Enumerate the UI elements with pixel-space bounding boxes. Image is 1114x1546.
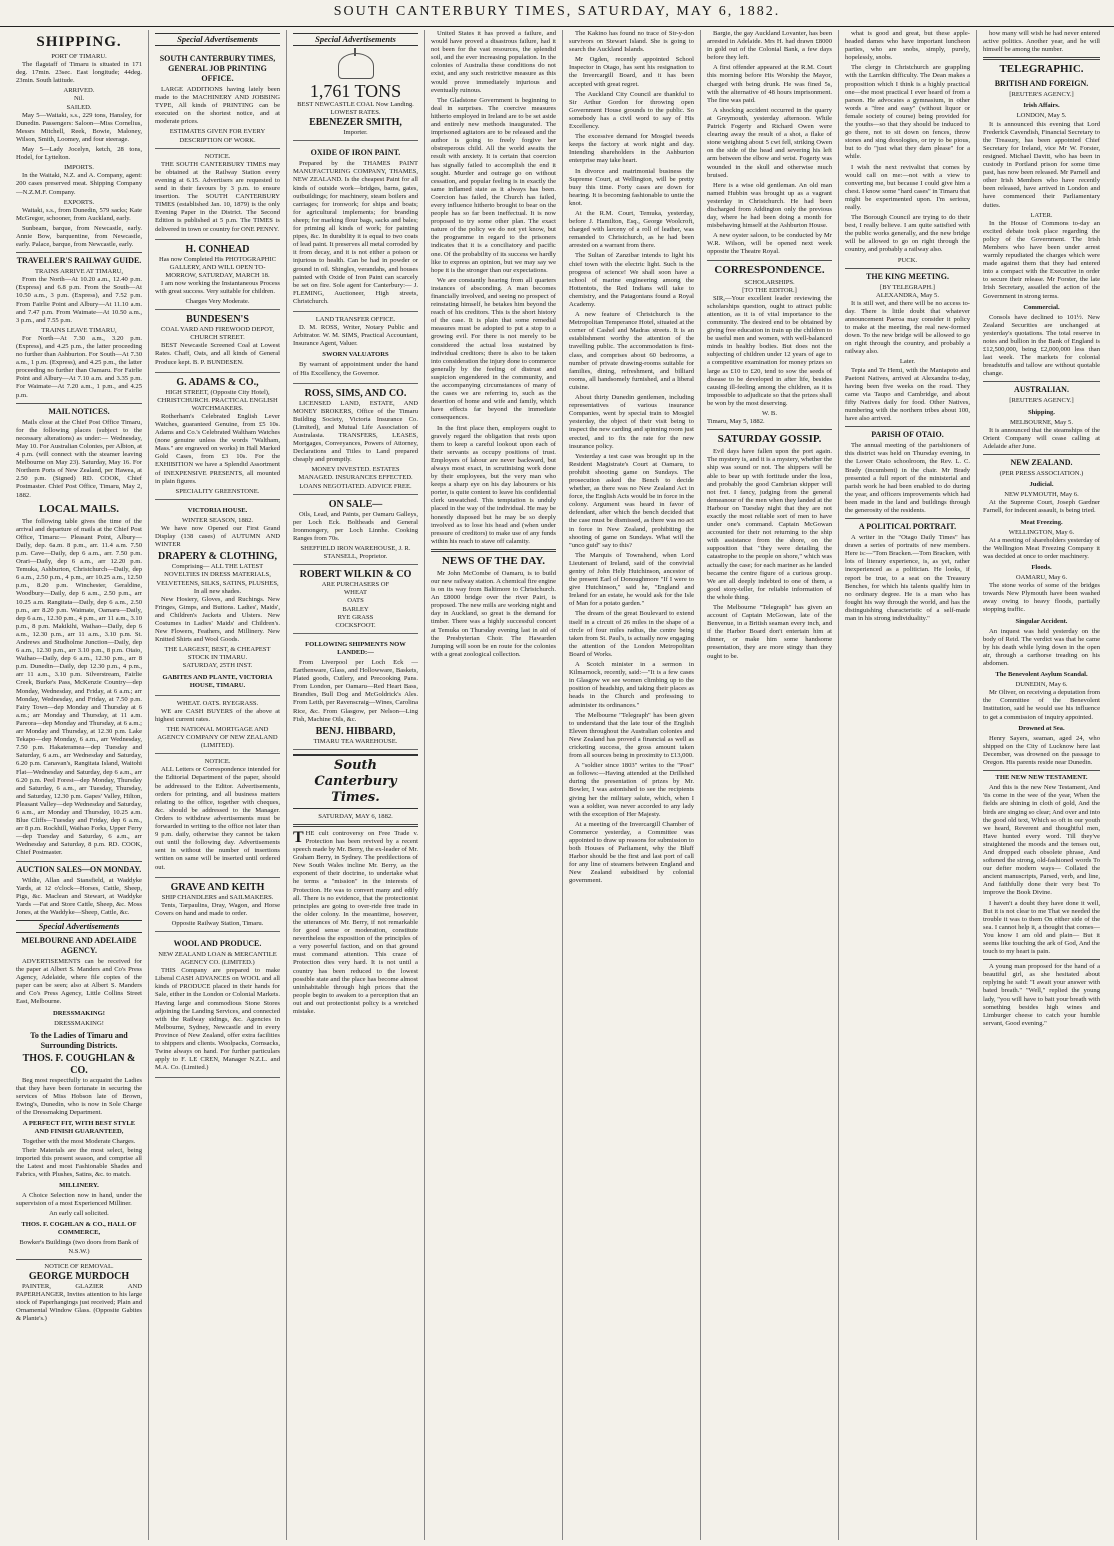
column-6 (700, 30, 838, 1540)
land-transfer-ad (293, 314, 418, 384)
railway-guide-title: TRAVELLER'S RAILWAY GUIDE. (16, 256, 142, 266)
wool-produce-ad (155, 934, 280, 1078)
grave-keith-ad (155, 880, 280, 932)
estimates-text: ESTIMATES GIVEN FOR EVERY DESCRIPTION OF WORK. (169, 128, 266, 144)
port-label: PORT OF TIMARU. (51, 53, 107, 60)
column-2 (148, 30, 286, 1540)
hibbard-name: BENJ. HIBBARD, (315, 725, 396, 737)
news-item-2: Mr Ogden, recently appointed School Inspector in Otago, has sent his resignation to the Invercargill Board, and it has been accepted with great regret. (569, 56, 694, 88)
portrait-text: A writer in the "Otago Daily Times" has drawn a series of portraits of new members. Here is:—"Tom Bracken.—Tom Bracken, with lots of literary experience, is, as yet, rather inexperienced as a politician. He looks, if report be true, to a seat on the Treasury Benches, for which his talents qualify him in no ordinary degree. He is a man who has fought his way through the world, and has the distinguishing characteristic of a self-made man in his strong individuality." (845, 534, 970, 622)
news-item-17: Bargie, the gay Auckland Lovanter, has been arrested in Adelaide. Mrs H. had drawn £8000 in gold out of the Colonial Bank, a few days before they left. (707, 30, 832, 62)
drapery-text: New Hosiery, Gloves, and Ruchings. New Fringes, Gimps, and Buttons. Ladies', Maids', and Children's Jackets and Ulsters. New Costumes in Ladies' Maids' and Children's. New Flowers, Feathers, and Millinery. New Knitted Shirts and Wool Goods. (155, 595, 280, 644)
ross-sims-text: LICENSED LAND, ESTATE, AND MONEY BROKERS, Office of the Timaru Building Society, Victoria Insurance Co. (Limited), and Mutual Life Association of Australasia. TRANSFERS, LEASES, Mortgages, Conveyances, Powers of Attorney, Declarations and Titles to Land prepared cheaply and promptly. (293, 399, 418, 464)
perfect-fit-text: Their Materials are the most select, being imported this present season, and comprise all the Latest and most Fashionable Shades and Fabrics, with Plushes, Satins, &c. to match. (16, 1146, 142, 1178)
melbourne-agency-text: ADVERTISEMENTS can be received for the paper at Albert S. Manders and Co's Press Agency, Adelaide, where file copies of the paper can be seen; also at Albert S. Manders and Co's Press Agency, Little Collins Street East, Melbourne. (16, 958, 142, 1006)
following-shipments-text: From Liverpool per Loch Eck — Earthenware, Glass, and Hollowware, Baskets, Plated goods, Cutlery, and Precooking Pans. From London, per Oamaru—Red Heart Bass, Brandies, Bull Dog and McGoldrick's Ales. From Leith, per Ravenscraig—Wines, Carolina Rice, &c. From Glasgow, per Nelson—Ling Fish, Machine Oils, &c. (293, 658, 418, 723)
sailed-text: May 5—Waitaki, s.s., 229 tons, Hansley, for Dunedin. Passengers: Saloon—Miss Cornelius, Messrs Mitchell, Reek, Bowie, Maloney, Wilson, Smith, Loomey, and four steerage. (16, 111, 142, 143)
king-meeting-later: Later. (899, 358, 916, 366)
press-association: (PER PRESS ASSOCIATION.) (999, 470, 1084, 478)
irish-text: It is announced this evening that Lord Frederick Cavendish, Financial Secretary to the Treasury, has been appointed Chief Secretary for Ireland, vice Mr W. Forster, resigned. Michael Davitt, who has been in custody in Portland prison for some time past, has now been released. Mr Parnell and other Irish Members who have recently been released, have arrived in London and have commenced their Parliamentary duties. (983, 120, 1100, 209)
victoria-house-title: VICTORIA HOUSE. (187, 506, 248, 514)
grave-keith-name: GRAVE AND KEITH (170, 881, 265, 893)
news-item-10: Yesterday a test case was brought up in the Resident Magistrate's Court at Oamaru, to prohibit shooting game on Sundays. The prosecution asked the Bench to decide whether, as there was no New Zealand Act in force, the English Acts would be in force in the colony. Argument was heard in favor of defendant, after which the bench decided that the case must be dismissed, as there was no act in force in New Zealand, prohibiting the shooting of game on Sundays. What will the "unco guid" say to this? (569, 452, 694, 549)
adams-name: G. ADAMS & CO., (176, 376, 259, 388)
newspaper-nameplate: South Canterbury Times. (293, 754, 418, 809)
news-item-21: A new oyster saloon, to be conducted by Mr W.R. Wilson, will be opened next week opposite the Theatre Royal. (707, 232, 832, 256)
news-item-16: At a meeting of the Invercargill Chamber of Commerce yesterday, a Committee was appointed to draw up reasons for submission to both Houses of Parliament, why the Bluff Harbor should be the first and last port of call for any line of steamers between England and New Zealand subsidised by colonial government. (569, 820, 694, 885)
news-item-11: The Marquis of Townshend, when Lord Lieutenant of Ireland, said of the convivial gentry of John Hely Hutchinson, ancestor of the present Earl of Donoughmore "If I were to give Hutchinson," said he, "England and Ireland for an estate, he would ask for the Isle of Man for a potato garden." (569, 551, 694, 608)
news-item-14: The Melbourne "Telegraph" has been given to understand that the late tour of the English Eleven throughout the Australian colonies and New Zealand has proved a financial as well as cricketing success, the gross amount taken from all sources being in proximity to £13,000. (569, 711, 694, 760)
testament-title: THE NEW NEW TESTAMENT. (995, 774, 1088, 782)
grave-keith-text: SHIP CHANDLERS and SAILMAKERS. (161, 893, 274, 901)
bundesen-text: BEST Newcastle Screened Coal at Lowest Rates. Chaff, Oats, and all kinds of General Produce kept. B. P. BUNDESEN. (155, 342, 280, 366)
accident-text: An inquest was held yesterday on the body of Reid. The verdict was that he came by his death while lying down in the open air, through a carthorse treading on his abdomen. (983, 627, 1100, 667)
portrait-text-2: how many will wish he had never entered active politics. Another year, and he will himself be among the number. (983, 30, 1100, 54)
job-printing-title: SOUTH CANTERBURY TIMES, GENERAL JOB PRINTING OFFICE. (159, 54, 276, 83)
imports-label: IMPORTS. (64, 164, 94, 172)
later-label: LATER. (1030, 211, 1053, 219)
divider (983, 959, 1100, 960)
meat-freezing-title: Meat Freezing. (1020, 518, 1063, 526)
divider (707, 260, 832, 261)
australian-reuter: [REUTER'S AGENCY.] (1009, 397, 1074, 405)
purchasers-label: ARE PURCHASERS OF (321, 581, 390, 589)
to-editor-label: [TO THE EDITOR.] (742, 286, 797, 294)
news-item-15: A "soldier since 1803" writes to the "Post" as follows:—Having attended at the Drillshed during the presentation of prizes by Mr. Bowler, I was astonished to see the recipients giving her the military salute, which, when I was a soldier, was never accorded to any lady with the exception of Her Majesty. (569, 762, 694, 818)
barley-item: BARLEY (342, 605, 369, 613)
nma-company: THE NATIONAL MORTGAGE AND AGENCY COMPANY OF NEW ZEALAND (LIMITED). (157, 726, 278, 750)
divider (983, 381, 1100, 382)
adams-sub: HIGH STREET, (Opposite City Hotel), CHRISTCHURCH. PRACTICAL ENGLISH WATCHMAKERS. (157, 388, 278, 412)
wheat-oats-text: WE are CASH BUYERS of the above at highest current rates. (155, 707, 280, 723)
adams-ad (155, 375, 280, 500)
coal-ad (293, 49, 418, 141)
bundesen-title: BUNDESEN'S (186, 314, 249, 326)
ship-icon (338, 53, 374, 79)
parish-text: The annual meeting of the parishioners of this district was held on Thursday evening, in the Lower Otaio schoolroom, the Rev. L. C. Brady (incumbent) in the chair. Mr Brady presented a full report of the ministerial and parish work he had been enabled to do during the year, and officers improvements which had been made in the land and buildings through the generosity of the residents. (845, 442, 970, 514)
column-7 (838, 30, 976, 1540)
special-ads-band: Special Advertisements (155, 33, 280, 46)
conhead-text: Has now Completed His PHOTOGRAPHIC GALLERY, AND WILL OPEN TO-MORROW, SATURDAY, MARCH 18. (158, 255, 277, 279)
sheffield-warehouse: SHEFFIELD IRON WAREHOUSE, J. R. STANSELL, Proprietor. (300, 545, 411, 561)
gossip-title: SATURDAY GOSSIP. (717, 433, 822, 446)
conhead-text-2: I am now working the Instantaneous Process with great success. Very suitable for children. (155, 279, 280, 295)
correspondence-signature: W. B. (762, 410, 777, 418)
on-sale-title: ON SALE— (328, 498, 383, 510)
exports-label: EXPORTS. (63, 198, 95, 206)
divider (16, 1259, 142, 1260)
cocksfoot-item: COCKSFOOT. (335, 621, 376, 629)
australian-title: AUSTRALIAN. (1014, 385, 1069, 395)
drapery-sub: Comprising— ALL THE LATEST NOVELTIES IN DRESS MATERIALS, VELVETEENS, SILKS, SATINS, PLUSHES, In all new shades. (156, 563, 279, 595)
column-3 (286, 30, 424, 1540)
editorial-text: HE cult controversy on Free Trade v. Protection has been revived by a recent speech made by Mr. Berry, the ex-leader of Mr. Graham Berry, in Sydney. The predilections of New South Wales incline Mr. Berry, as the exponent of their doctrine, to undertake what he terms a "mission" in the interests of Protection. He was to convert many and edify all. There is no evidence, that the protectionist principles are going to over-ride free trade in the older colony. In the meantime, however, the utterances of Mr. Berry, if not remarkable for good sense or moderation, constitute nevertheless the exposition of the principles of a very powerful faction, and on that ground must command attention. This craze of Protection dies very hard. It is not until a country has been reduced to the lowest possible state and the place has become almost uninhabitable through high prices that the people begin to awaken to a perception that an out and out protectionist policy is a wretched mistake. (293, 829, 418, 1015)
news-item-7: The Sultan of Zanzibar intends to light his chief town with the electric light. Such is the progress of science! We shall soon have a school of marine engineering among the Hottentots, the Red Indians will take to chemistry, and the Patagonians found a Royal Academy. (569, 252, 694, 308)
trains-leave-title: TRAINS LEAVE TIMARU, (41, 326, 117, 334)
on-sale-text: Oils, Lead, and Paints, per Oamaru Galleys, per Loch Eck. Boltheads and General Ironmongery, per Loch Linnhe. Cooking Ranges from 70s. (293, 510, 418, 542)
parish-title: PARISH OF OTAIO. (871, 430, 944, 440)
times-notice-ad (155, 151, 280, 240)
largest-stock: THE LARGEST, BEST, & CHEAPEST STOCK IN TIMARU. (164, 646, 271, 662)
trains-arrive-title: TRAINS ARRIVE AT TIMARU, (34, 268, 124, 276)
judicial-text: At the Supreme Court, Joseph Gardner Farnell, for indecent assault, is being tried. (983, 499, 1100, 515)
news-item-8: A new feature of Christchurch is the Metropolitan Temperance Hotel, situated at the corner of Cashel and Madras streets. It is an establishment worthy the attention of the travelling public. The accommodation is first-class, and comprises about 60 bedrooms, a number of private drawing-rooms suitable for families, dining, refreshment, and billiard rooms, all handsomely furnished, and a liberal cuisine. (569, 311, 694, 391)
coal-text: BEST NEWCASTLE COAL Now Landing. (297, 101, 414, 108)
drowned-title: Drowned at Sea. (1018, 724, 1065, 732)
columns (10, 30, 1106, 1540)
oxide-title: OXIDE OF IRON PAINT. (310, 148, 401, 158)
british-foreign-title: BRITISH AND FOREIGN. (994, 79, 1089, 89)
benevolent-title: The Benevolent Asylum Scandal. (995, 671, 1088, 679)
king-meeting-dateline: ALEXANDRA, May 5. (875, 291, 939, 299)
gossip-text-6: The Borough Council are trying to do their best, I really believe. I am quite satisfied with the public works generally, and the new bridge will be allowed to go on right through the country, and probably a railway also. (845, 214, 970, 254)
arrived-text: Nil. (73, 95, 85, 103)
rye-grass-item: RYE GRASS (337, 613, 374, 621)
telegraphic-title: TELEGRAPHIC. (999, 63, 1084, 76)
divider (431, 549, 556, 552)
conhead-name: H. CONHEAD (185, 243, 250, 255)
coughlan-text: Beg most respectfully to acquaint the Ladies that they have been fortunate in securing the services of Miss Hobson late of Brown, Ewing's, Dunedin, who is now in Sole Charge of the Dressmaking Department. (16, 1076, 142, 1117)
auction-title: AUCTION SALES—ON MONDAY. (16, 864, 142, 874)
mail-notices-text: Mails close at the Chief Post Office Timaru, for the following places (subject to the necessary alterations) as under:— Wednesday, May 10. For Australian Colonies, per Albion, at 4 p.m. (will connect with the steamer leaving Melbourne on May 23). Saturday, May 16. For Northern Ports of New Zealand, per Hawea, at 2.50 p.m. (Signed) RD. COOK, Chief Postmaster. Chief Post Office, Timaru, May 2, 1882. (16, 418, 143, 499)
shipments-ad (293, 636, 418, 750)
wilkin-ad (293, 567, 418, 634)
sailed-label: SAILED. (66, 103, 92, 111)
news-item-18: A first offender appeared at the R.M. Court this morning before His Worship the Mayor, charged with being drunk. He was fined 5s, with the alternative of 48 hours imprisonment. The fine was paid. (707, 64, 832, 104)
gossip-text-5: I wish the next revivalist that comes by would call on me:—not with a view to converting me, but because I could give him a chest. I know some "hard cases" in Timaru that might be experimented upon. I'm serious, really. (845, 163, 970, 211)
news-item-3: The Auckland City Council are thankful to Sir Arthur Gordon for throwing open Government House grounds to the public. So somebody has a civil word to say of His Excellency. (569, 90, 694, 131)
local-mails-title: LOCAL MAILS. (38, 502, 120, 515)
importer-label: Importer. (343, 129, 368, 137)
news-item-6: At the R.M. Court, Temuka, yesterday, before J. Hamilton, Esq., George Woolcroft, charged with larceny of a roll of leather, was remanded to Christchurch, as he had been arrested on a warrant from there. (569, 209, 694, 250)
column-1 (10, 30, 148, 1540)
divider (983, 454, 1100, 455)
commercial-text: Consols have declined to 101½. New Zealand Securities are unchanged at yesterday's quotations. The total reserve in notes and bullion in the Bank of England is £12,500,000, being £2,000,000 less than last week. The markets for colonial breadstuffs and tallow are without quotable change. (983, 313, 1100, 378)
job-printing-ad (155, 49, 280, 149)
judicial-dateline: NEW PLYMOUTH, May 6. (1004, 491, 1079, 499)
notice2-text: ALL Letters or Correspondence intended for the Editorial Department of the paper, should be addressed to the Editor. Advertisements, orders for printing, and all business matters relating to the office, together with cheques, &c. should be addressed to the Manager. Orders to withdraw advertisements must be forwarded in writing to the office not later than 9 p.m. daily, otherwise they cannot be taken out until the following day. Advertisements sent in without the number of insertions written on same will be inserted until ordered out. (155, 766, 280, 871)
divider (845, 268, 970, 269)
sworn-valuators: SWORN VALUATORS (322, 351, 389, 359)
winter-text: We have now Opened our First Grand Display (138 cases) of AUTUMN AND WINTER (155, 525, 280, 549)
perfect-fit: A PERFECT FIT, WITH BEST STYLE AND FINISH GUARANTEED, (22, 1120, 136, 1136)
special-ads-band: Special Advertisements (16, 920, 142, 933)
gossip-signature: PUCK. (897, 256, 918, 264)
editorial-leader (293, 830, 418, 1016)
meat-text: At a meeting of shareholders yesterday of the Wellington Meat Freezing Company it was decided at once to order machinery. (983, 536, 1100, 560)
millinery-text: A Choice Selection now in hand, under the supervision of a most Experienced Milliner. (16, 1191, 142, 1208)
news-of-day-title: NEWS OF THE DAY. (441, 554, 546, 567)
editorial-text-2: The Gladstone Government is beginning to deal in surprises. The coercive measures hitherto employed in Ireland are to be set aside and entirely new methods inaugurated. The imprisoned agitators are to be released and the author is going to freely forgive her obstreperous child. All the world awaits the result with anxiety. It is certain that coercion has signally failed to accomplish the end it sought. Murder and outrage go on without cessation, and popular feeling is in exactly the same inflamed state as it always has been. Coercion has failed, the Church has failed, every influence hitherto brought to bear on the people has so far been ineffectual. It is now proposed to try some other plan. The exact nature of the policy we do not yet know, but the programme in regard to the prisoners indicates that it is a conciliatory and pacific one. Of the probability of its success we hardly like to express an opinion, but we may say we hope it is the stronger than our expectations. (431, 96, 556, 274)
floods-text: The stone works of some of the bridges towards New Plymouth have been washed away owing to heavy floods, partially stopping traffic. (983, 582, 1100, 614)
floods-title: Floods. (1031, 563, 1052, 571)
exports-text-2: Sunbeam, barque, from Newcastle, early. Annie Bow, barquentine, from Newcastle, early. Palace, barque, from Newcastle, early. (16, 224, 142, 249)
king-meeting-sub: [BY TELEGRAPH.] (880, 283, 935, 291)
arrived-label: ARRIVED. (63, 87, 95, 95)
drowned-text: Henry Sayers, seaman, aged 24, who shipped on the City of Lucknow here last December, was drowned on the passage to Oregon. His parents reside near Dunedin. (983, 734, 1100, 767)
dressmaking-label: DRESSMAKING! (52, 1009, 106, 1017)
hall-address: Bowker's Buildings (two doors from Bank of N.S.W.) (19, 1239, 139, 1255)
king-meeting-text: It is still wet, and there will be no access to-day. There is little doubt that whatever announcement Paeroa may consider it policy to make at the meeting, the real new-formed down. To the new bridge will be allowed to go on right through the country, and probably a railway also. (845, 299, 970, 356)
closing-anecdote: A young man proposed for the hand of a beautiful girl, as she hesitated about replying he said: "I await your answer with bated breath." "Well," replied the young lady, "you will have to bait your breath with something besides high wines and Limburger cheese to catch your humble servant, Good evening." (983, 963, 1100, 1027)
new-zealand-title: NEW ZEALAND. (1010, 458, 1073, 468)
perfect-fit-sub: Together with the most Moderate Charges. (22, 1138, 136, 1146)
poem-text: And this is the new New Testament, And 'tis come in the wee of the year, When the fields are shining in cloth of gold, And the birds are singing so clear; And over and into the good old text, Which so oft in our youth we heard, Reverent and thoughtful men, Have hunted every word. Till they've straightened the moods and the tenses out, And dropped each obsolete phrase, And softened the strong, old-fashioned words To our defter modern ways— Collated the ancient manuscripts, Parsed, verb, and line, And faithfully done their very best To improve the Book Divine. (983, 784, 1100, 897)
reuter-label: [REUTER'S AGENCY.] (1009, 91, 1074, 99)
murdoch-text: PAINTER, GLAZIER AND PAPERHANGER, Invites attention to his large stock of Paperhangings just received; Plain and Ornamental Window Glass. (Opposite Gabites & Plante's.) (16, 1282, 142, 1323)
news-item-13: A Scotch minister in a sermon in Kilmarnock, recently, said:—"It is a few cases in Glasgow we see women climbing up to the position of headship, and taking their places as heads in the Church and professing to administer its ordinances." (569, 661, 694, 709)
king-meeting-title: THE KING MEETING. (866, 271, 949, 281)
news-item-5: In divorce and matrimonial business the Supreme Court, at Wellington, will be pretty busy this time. Forty cases are down for hearing. It is becoming fashionable to untie the knot. (569, 167, 694, 207)
wilkin-name: ROBERT WILKIN & CO (299, 569, 412, 581)
nzlma-title: NEW ZEALAND LOAN & MERCANTILE AGENCY CO. (LIMITED.) (158, 950, 277, 967)
hall-of-commerce: THOS. F. COGHLAN & CO., HALL OF COMMERCE, (21, 1221, 137, 1237)
oxide-text: Prepared by the THAMES PAINT MANUFACTURING COMPANY, THAMES, NEW ZEALAND. Is the cheapest Paint for all kinds of outside work—bridges, barns, gates, outbuildings; for machinery, steam boilers and carriages; for ironwork; for ships and boats; for agricultural implements; for branding sheep; for marking flour bags, sacks and bales; for priming all kinds of work; for painting pipes, &c. In durability it is equal to two coats of lead paint. It preserves all metal corroded by it from decay, and it is not either a poison or injurious to health. Can be had in powder or ground in oil. Shingles, verandahs, and houses painted with Oxide of Iron Paint can scarcely be set on fire. Sole agent for Canterbury:— J. FLEMING, Auctioneer, High streets, Christchurch. (293, 160, 418, 305)
editorial-date: SATURDAY, MAY 6, 1882. (318, 812, 393, 820)
tons-figure: 1,761 TONS (309, 81, 402, 101)
divider (845, 426, 970, 427)
money-invested: MONEY INVESTED. ESTATES MANAGED. INSURANCES EFFECTED. LOANS NEGOTIATED. ADVICE FREE. (298, 466, 413, 490)
hibbard-sub: TIMARU TEA WAREHOUSE. (313, 737, 398, 745)
column-8 (976, 30, 1106, 1540)
commercial-title: Commercial. (1023, 303, 1060, 311)
editorial-notice-ad (155, 756, 280, 877)
lowest-rates: LOWEST RATES. (330, 109, 381, 117)
king-meeting-text-2: Tepia and Te Hemi, with the Maniapoto and Paetoni Natives, arrived at Alexandra to-day, having been five weeks on the road. They came via Taupo and Cambridge, and about fifty Natives daily for food. Other Natives, numbering with the northern tribes about 100, have also arrived. (845, 366, 970, 423)
ross-sims-ad (293, 386, 418, 495)
floods-dateline: OAMARU, May 6. (1015, 574, 1068, 582)
meat-dateline: WELLINGTON, May 6. (1008, 528, 1075, 536)
news-item-19: A shocking accident occurred in the quarry at Greymouth, yesterday afternoon. While Patrick Fogerty and Richard Owen were clearing away the result of a shot, a flake of stone weighing about 5 cwt fell, striking Owen on the side of the head and severing his left arm between the elbow and wrist. Fogerty was wounded in the skull and otherwise much bruised. (707, 106, 832, 179)
on-sale-ad (293, 497, 418, 566)
irish-dateline: LONDON, May 5. (1016, 112, 1067, 120)
grave-keith-address: Opposite Railway Station, Timaru. (171, 919, 264, 927)
job-printing-text: LARGE ADDITIONS having lately been made to the MACHINERY AND JOBBING TYPE, All kinds of PRINTING can be executed on the shortest notice, and at moderate prices. (155, 86, 280, 126)
gabites-plante: GABITES AND PLANTE, VICTORIA HOUSE, TIMARU. (162, 673, 273, 689)
benevolent-text: Mr Oliver, on receiving a deputation from the Committee of the Benevolent Institution, said he would use his influence to get a commission of inquiry appointed. (983, 689, 1100, 721)
oxide-paint-ad (293, 143, 418, 312)
shipping-intro: The flagstaff of Timaru is situated in 171 deg. 17min. 23sec. East longitude; 44deg. 23min. South latitude. (16, 61, 142, 85)
shipping-subtitle: Shipping. (1028, 408, 1055, 416)
column-4 (424, 30, 562, 1540)
removal-title: NOTICE OF REMOVAL. (44, 1262, 114, 1270)
oats-item: OATS (347, 597, 364, 605)
news-item-4: The excessive demand for Mosgiel tweeds keeps the factory at work night and day. Intending shareholders in the Ashburton enterprise may take heart. (569, 133, 694, 165)
later-text: In the House of Commons to-day an excited debate took place regarding the policy of the Government. The Irish Members who have been under arrest warmly repudiated the charges which were made against them that they had entered into a compact with the Executive in order to secure their release. Mr Forster, the late Irish Secretary, assailed the action of the Government in strong terms. (983, 219, 1100, 300)
shipping-dateline: MELBOURNE, May 5. (1009, 418, 1073, 426)
bundesen-sub: COAL YARD AND FIREWOOD DEPOT, CHURCH STREET. (160, 326, 275, 342)
adams-text: Rotherham's Celebrated English Lever Watches, guaranteed Genuine, from £5 10s. Adams and Co.'s Celebrated Waltham Watches (none genuine unless the words "Waltham, Mass." are engraved on works) in Hall Marked Gold Cases, from £3 10s. For the EXHIBITION we have a Splendid Assortment of INEXPENSIVE PRESENTS, all mounted in plain figures. (155, 412, 280, 485)
ross-sims-name: ROSS, SIMS, AND CO. (304, 387, 407, 399)
grave-keith-text-2: Tents, Tarpaulins, Dray, Wagon, and Horse Covers on hand and made to order. (155, 901, 280, 917)
notice2-title: NOTICE. (204, 758, 231, 766)
judicial-title: Judicial. (1029, 481, 1054, 489)
editorial-text-3: We are constantly hearing from all quarters instances of absconding. A man becomes financially involved, and seeing no prospect of reinstating himself, he betakes him beyond the reach of his creditors. This is the short history of the case. It is plain that some remedial measures must be adopted to put a stop to a growing evil. For there is not merely to be considered the actual loss sustained by individual creditors; there is also to be taken into consideration the injury done to commerce generally by the feeling of distrust and suspicion engendered in the community, and the accompanying circumstances of many of the cases we are referring to, such as the desertion of home and wife and family, which have effects far beyond the immediate consequences. (431, 276, 556, 422)
news-item-12: The dream of the great Boulevard to extend itself in a circuit of 26 miles in the shape of a circle of four miles radius, the centre being taken from St. Paul's, is actually now engaging the attention of the London Metropolitan Board of Works. (569, 610, 694, 658)
sailed-text-2: May 5—Lady Jocelyn, ketch, 28 tons, Hodel, for Lyttelton. (16, 146, 142, 162)
exports-text: Waitaki, s.s., from Dunedin, 579 sacks; Kate McGregor, schooner, from Auckland, early. (16, 206, 142, 222)
correspondence-title: CORRESPONDENCE. (714, 263, 825, 276)
victoria-house-ad (155, 502, 280, 696)
news-item-9: About thirty Dunedin gentlemen, including representatives of various insurance Companies, went by special train to Mosgiel yesterday, the object of their visit being to inspect the new carding and spinning room just erected, and to fix the rate for the new insurance policy. (569, 394, 694, 450)
editorial-text-4: In the first place then, employers ought to gravely regard the obligation that rests upon them to keep a careful lookout upon each of their servants as occupy positions of trust. Employers of labour are never backward, but always most exact, in scrutinising work done by their employees, but the very man who keeps a sharp eye on his day labourers or his porter, is quite content to leave his confidential clerk unwatched. This temptation is unduly placed in the way of the individual. He may be honestly disposed but he may be so deeply involved as to lose his head and (when under pressure of creditors) to make use of any funds within his reach to stave off calamity. (431, 424, 556, 545)
irish-affairs-title: Irish Affairs. (1023, 102, 1060, 110)
winter-season: WINTER SEASON, 1882. (181, 516, 254, 524)
accident-title: Singular Accident. (1015, 617, 1068, 625)
divider (983, 57, 1100, 60)
masthead: SOUTH CANTERBURY TIMES, SATURDAY, MAY 6, 1882. (0, 4, 1114, 27)
saturday-date: SATURDAY, 25TH INST. (182, 662, 253, 670)
ebenezer-smith: EBENEZER SMITH, (309, 117, 402, 129)
scholarships-title: SCHOLARSHIPS. (744, 278, 795, 286)
nzlma-text: THIS Company are prepared to make Liberal CASH ADVANCES on WOOL and all kinds of PRODUCE placed in their hands for Sale, either in the London or Colonial Markets. Having large and commodious Stone Stores adjoining the Landing Services, and connected with the Railway sidings, &c. Agencies in Melbourne, Sydney, Newcastle and in every Province of New Zealand, offer extra facilities to shippers and clients. Woolpacks, Cornsacks, Twine always on hand. For further particulars apply to F. LE CREN, Manager N.Z.L. and M.A. Co. (Limited.) (155, 967, 280, 1072)
divider (16, 861, 142, 862)
greenstone-text: SPECIALITY GREENSTONE. (175, 487, 260, 495)
poem-text-2: I haven't a doubt they have done it well, But it is not clear to me That we needed the trouble it was to them On either side of the sea. I cannot help it, a thought that comes— You know I am old and plain— But it seems like touching the ark of God, And the touch to my heart is pain. (983, 899, 1100, 956)
column-5 (562, 30, 700, 1540)
divider (845, 518, 970, 519)
following-shipments: FOLLOWING SHIPMENTS NOW LANDED:— (305, 640, 406, 656)
dropcap: T (293, 828, 304, 846)
wheat-oats-ad (155, 698, 280, 755)
dressmaking-sub: DRESSMAKING! (54, 1019, 104, 1027)
land-transfer-title: LAND TRANSFER OFFICE. (315, 315, 396, 323)
news-item-20: Here is a wise old gentleman. An old man named Hubbin was brought up as a vagrant yesterday in Christchurch. He had been discharged from Addington only the previous day, where he had been doing a month for misbehaving himself at the Ashburton House. (707, 181, 832, 230)
mail-notices-title: MAIL NOTICES. (48, 406, 110, 416)
ladies-heading: To the Ladies of Timaru and Surrounding Districts. (30, 1030, 128, 1050)
correspondence-text: SIR,—Your excellent leader reviewing the scholarships question, ought to attract public attention, as it is of vital importance to the community. The desired end to be obtained by giving free education in train up the children to be useful men and women, with well-balanced minds in healthy bodies. But does not the subjecting of children under 12 years of age to a competitive examination for money prizes so large as £10 to £20, tend to sow the seeds of disease to be developed in after life, besides causing ill-feeling among the children, as it is impossible to adjudicate so that the prizes shall be won by the most deserving. (707, 294, 832, 407)
imports-text: In the Waitaki, N.Z. and A. Company, agent: 200 cases preserved meat. Shipping Company—N.Z.M.F. Company. (16, 172, 142, 196)
divider (293, 824, 418, 827)
charges-text: Charges Very Moderate. (185, 298, 250, 306)
conhead-ad (155, 242, 280, 311)
auction-text: Wildie, Allan and Stansfield, at Waddyke Yards, at 12 o'clock—Horses, Cattle, Sheep, Pigs, &c. Maclean and Stewart, at Waddyke Yards —Fat and Store Cattle, Sheep, &c. Moss Jones, at the Waddyke—Sheep, Cattle, &c. (16, 876, 142, 916)
bundesen-ad (155, 312, 280, 372)
benevolent-dateline: DUNEDIN, May 6. (1015, 681, 1068, 689)
early-call: An early call solicited. (49, 1210, 109, 1218)
gossip-text-4: The clergy in Christchurch are grappling with the Larrikin difficulty. The Dean makes a proposition which I think is a highly practical one—the most practical I ever heard of from a parson. He advocates a gymnasium, in other words a "free and easy" (without liquor or female society of course) being provided for the youths—so that they should be induced to go there, not to sit down on fences, throw stones and sing doxologies, or try to be pious, but to do "just what they darn please" for a while. (845, 64, 970, 161)
divider (16, 252, 142, 253)
coughlan-name: THOS. F. COUGHLAN & CO. (22, 1052, 136, 1076)
wool-produce-title: WOOL AND PRODUCE. (173, 938, 262, 948)
news-item-1: The Kakino has found no trace of Sir-y-don survivors on Stewart Island. She is going to search the Auckland Islands. (569, 30, 694, 54)
land-transfer-text: D. M. ROSS, Writer, Notary Public and Arbitrator. W. M. SIMS, Practical Accountant, Insurance Agent, Valuer. (293, 324, 418, 348)
millinery-title: MILLINERY. (59, 1181, 99, 1189)
murdoch-name: GEORGE MURDOCH (28, 1270, 130, 1282)
notice-title: NOTICE. (204, 152, 231, 160)
gossip-text: Evil days have fallen upon the port again. The mystery is, and it is a mystery, whether the ship was sound or not. The shippers will be able to bear up with fortitude under the loss, and probably the good Cambrian skipper will not fret. I fancy, judging from the general demeanour of the men when they landed at the Harbour on Tuesday night that they are not exactly the most reliable sort of men to have under one's command. Captain McGowan accounted for their not returning to the ship with assistance from the shore, on the supposition that "they were detailing the catastrophe to the people on shore," which was actually the case; for each mariner as he landed became the centre figure of a curious group. We are all deeply indebted to one of them, a good story-teller, for reliable information of the whole thing. (707, 448, 832, 601)
shipping-news-text: It is announced that the steamships of the Orient Company will cease calling at Adelaide after June. (983, 426, 1100, 450)
divider (707, 429, 832, 430)
notice-text: THE SOUTH CANTERBURY TIMES may be obtained at the Railway Station every evening at 6.15. Advertisers are requested to send in their favours by 3 p.m. to ensure insertion. The SOUTH CANTERBURY TIMES (established Jan. 10, 1879) is the only Evening Paper in the District. The Second Edition is published at 5 p.m. The TIMES is delivered in town or country for ONE PENNY. (155, 160, 280, 233)
editorial-text-1: United States it has proved a failure, and would have proved a disastrous failure, had it not been for the vast resources, the splendid soil, and the ever increasing population. In the colonies of Australia these conditions do not exist, and any such restrictive measure as this would prove immediately injurious and eventually ruinous. (431, 30, 556, 94)
drapery-title: DRAPERY & CLOTHING, (157, 551, 277, 563)
trains-arrive-text: From the North—At 10.20 a.m., 12.40 p.m. (Express) and 6.8 p.m. From the South—At 10.50 a.m., 3 p.m. (Express), and 7.52 p.m. From Fairlie Point and Albury—At 11.10 a.m. and 7.47 p.m. From Waimate—At 10.50 a.m., 3 p.m., and 7.55 p.m. (16, 276, 142, 324)
sworn-text: By warrant of appointment under the hand of His Excellency, the Governor. (293, 361, 418, 377)
divider (16, 403, 142, 404)
special-ads-band: Special Advertisements (293, 33, 418, 46)
shipping-title: SHIPPING. (36, 34, 122, 50)
trains-leave-text: For North—At 7.30 a.m., 3.20 p.m. (Express), and 4.25 p.m., the latter proceeding no further than Ashburton. For South—At 7.30 a.m., 1 p.m. (Express), and 4.25 p.m., the latter proceeding no further than Oamaru. For Fairlie Point and Albury—At 7.10 a.m. and 3.35 p.m. For Waimate—At 7.20 a.m., 1 p.m., and 4.25 p.m. (16, 334, 142, 399)
correspondence-date: Timaru, May 5, 1882. (707, 418, 765, 426)
wheat-oats-title: WHEAT. OATS. RYEGRASS. (176, 699, 259, 707)
portrait-title: A POLITICAL PORTRAIT. (858, 522, 957, 532)
gossip-text-3: what is good and great, but these apple-headed dames who have important luncheon parties, who are snobs, simply, purely, hopelessly, snobs. (845, 30, 970, 62)
news-of-day-text: Mr John McCombe of Oamaru, is to build our new railway station. A chemical fire engine is on its way from Baltimore to Christchurch. An £8000 bridge over the river Pairi, is proposed. The new mills are working night and day in Auckland, so great is the demand for timber. There was a highly successful concert at Temuka on Thursday evening last in aid of the Presbyterian Choir. The Hawarden Jumping will soon be en route for the colonies with a great zoological collection. (431, 569, 556, 658)
melbourne-agency-title: MELBOURNE AND ADELAIDE AGENCY. (21, 936, 137, 955)
gossip-text-2: The Melbourne "Telegraph" has given an account of Captain McGowan, late of the Benvenue, in a British seaman every inch, and if the Harbor Board don't entertain him at dinner, or make him some handsome presentation, they are more stingy than they ought to be. (707, 604, 832, 660)
divider (983, 770, 1100, 771)
wheat-item: WHEAT (343, 589, 368, 597)
local-mails-text: The following table gives the time of the arrival and departure of mails at the Chief Post Office, Timaru:— Pleasant Point, Albury—Daily, dep. 6a.m. 8 p.m., arr. 11.4 a.m. 7.50 p.m. Cave—Daily, dep 6 a.m., arr. 7.50 p.m. Orari—Daily, dep 6 a.m., arr 12.20 p.m. Temuka, Ashburton, Christchurch—Daily, dep 6 a.m., 2.50 p.m., 4 p.m., arr 10.25 a.m., 12.50 p.m., 8.20 p.m. Winchester, Geraldine, Woodbury—Daily, dep 6 a.m., 2.50 p.m., arr 10.25 a.m. Rangitata—Daily, dep 6 a.m., 2.50 p.m., arr 8.20 p.m. Waimate, Oamaru—Daily, dep 6 a.m., 12.30 p.m., 4 p.m., arr 11 a.m., 3.10 p.m., 8 p.m. Makikihi, Waihao—Daily, dep 6 a.m., 12.30 p.m., arr 11 a.m., 3.10 p.m. St. Andrews and Studholme Junction—Daily, dep 6 a.m., 12.30 p.m., arr 3.10 p.m., 8 p.m. Otaio, Waihao—Daily, dep 6 a.m., 12.30 p.m., arr 8 p.m. Dunedin—Daily, dep 12.30 p.m., 4 p.m., arr 11 a.m., 3.10 p.m. Silverstream, Fairlie Creek, Burke's Pass, McKenzie Country—dep Monday, Wednesday, and Friday, at 6 a.m.; arr Monday, Wednesday, and Friday, at 7.50 p.m. Fairy Town—dep Monday and Thursday at 6 a.m.; arr Monday and Thursday, at 11 a.m. Pareora—dep Monday and Thursday, at 6 a.m.; arr Monday and Thursday, at 12.30 p.m. Lake Tekapo—dep Monday, 6 a.m., arr Wednesday, 7.50 p.m. Hakateramea—dep Tuesday and Saturday, 6 a.m., arr Wednesday and Saturday, 6.20 p.m. Canavan's, Rangitata Island, Waitohi Flat—Wednesday and Saturday, dep 6 a.m., arr 6.20 p.m. Peel Forest—dep Monday, Thursday and Saturday, 6 a.m., arr Tuesday, Thursday, and Saturday, 12.30 p.m. Gapes' Valley, Hilton, Pleasant Valley—dep Wednesday and Saturday, 6 a.m., arr Monday and Thursday, 10.25 a.m. Blue Cliffs—Tuesday and Friday, dep 6 a.m., arr 8 p.m. Rockhill, Waihao Forks, Upper Ferry—dep Tuesday and Saturday, 6 a.m., arr Wednesday and Saturday, 8 p.m. RD. COOK, Chief Postmaster. (16, 517, 142, 857)
